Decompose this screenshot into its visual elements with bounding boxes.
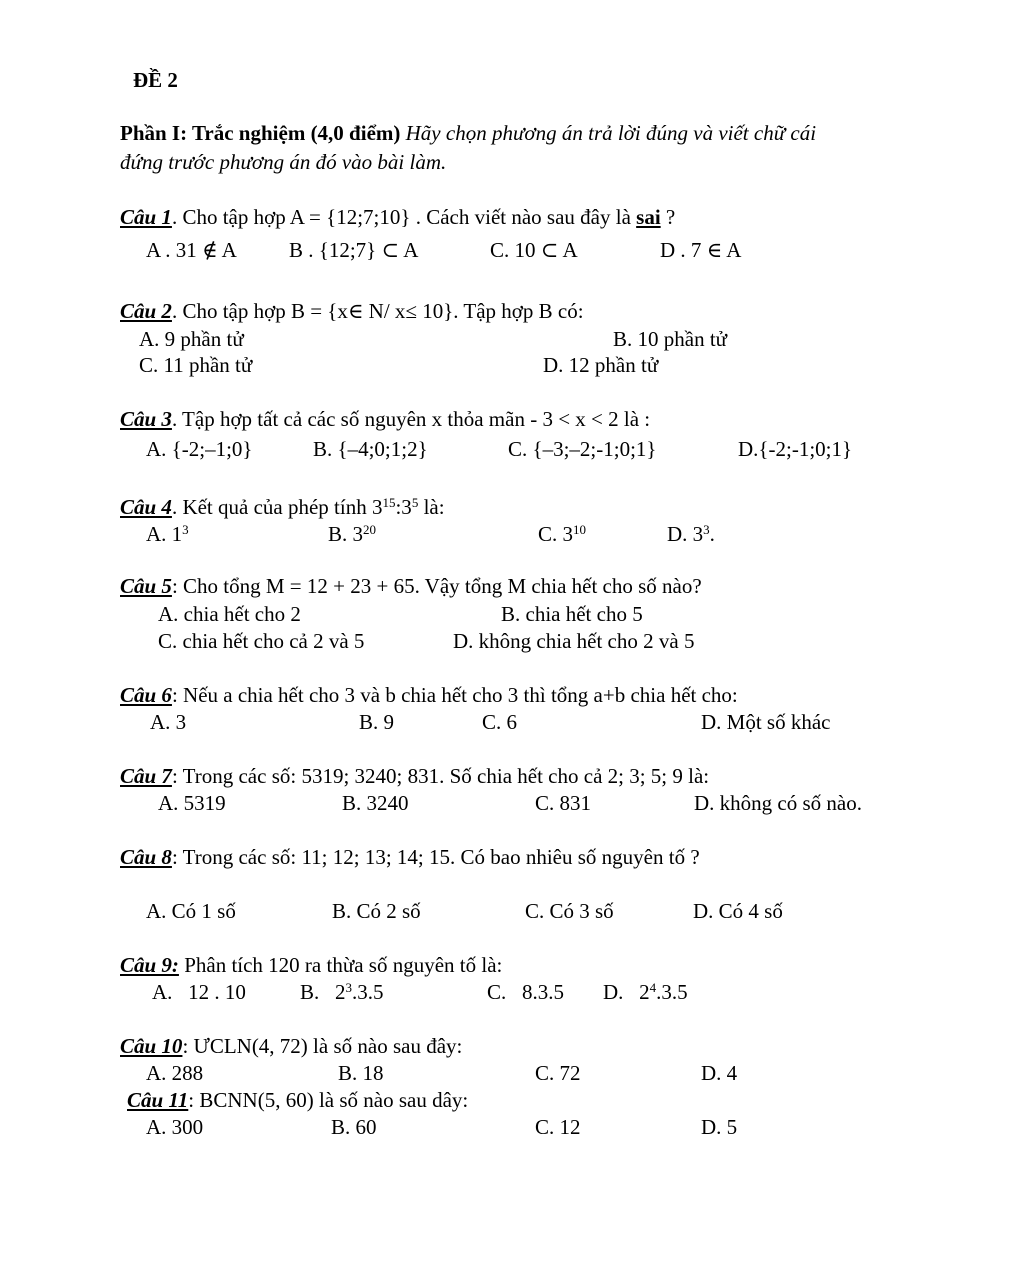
question-1-stem	[120, 205, 675, 230]
question-10-option-c[interactable]: C. 72	[535, 1061, 581, 1085]
question-4-text-end: là:	[418, 495, 445, 519]
option-base: D. 3	[667, 522, 704, 546]
question-1-emphasis: sai	[636, 205, 661, 229]
question-4-option-c[interactable]	[538, 522, 586, 547]
question-11-option-b[interactable]: B. 60	[331, 1115, 377, 1139]
question-4-label: Câu 4	[120, 495, 172, 519]
option-base: B. 2	[300, 980, 346, 1004]
question-8-option-c[interactable]: C. Có 3 số	[525, 899, 614, 923]
question-4-option-a[interactable]	[146, 522, 189, 547]
section-heading	[120, 121, 816, 146]
option-base: D. 2	[603, 980, 650, 1004]
question-5-option-d[interactable]: D. không chia hết cho 2 và 5	[453, 629, 695, 653]
question-5-text: : Cho tổng M = 12 + 23 + 65. Vậy tổng M chia hết cho số nào?	[171, 574, 702, 598]
question-7-stem	[120, 764, 709, 789]
question-9-option-b[interactable]	[300, 980, 384, 1005]
question-6-label: Câu 6	[120, 683, 172, 707]
option-base: C. 8.3.5	[487, 980, 565, 1004]
question-1-option-d[interactable]: D . 7 ∈ A	[660, 238, 742, 262]
section-label: Phần I: Trắc nghiệm (4,0 điểm)	[120, 121, 401, 145]
question-8-option-d[interactable]: D. Có 4 số	[693, 899, 783, 923]
question-5-label: Câu 5	[120, 574, 172, 598]
question-1-option-a[interactable]: A . 31 ∉ A	[146, 238, 237, 262]
question-4-exponent-2: 5	[411, 495, 419, 510]
option-base: B. 3	[328, 522, 364, 546]
question-2-option-c[interactable]: C. 11 phần tử	[139, 353, 253, 377]
question-8-stem	[120, 845, 700, 870]
question-1-option-b[interactable]: B . {12;7} ⊂ A	[289, 238, 419, 262]
question-9-option-c[interactable]	[487, 980, 564, 1005]
question-3-text: . Tập hợp tất cả các số nguyên x thỏa mãn - 3 < x < 2 là :	[171, 407, 651, 431]
option-exponent: 3	[345, 980, 353, 995]
question-3-option-a[interactable]: A. {-2;–1;0}	[146, 437, 253, 461]
question-3-option-b[interactable]: B. {–4;0;1;2}	[313, 437, 428, 461]
question-3-option-d[interactable]: D.{-2;-1;0;1}	[738, 437, 853, 461]
question-2-label: Câu 2	[120, 299, 172, 323]
option-tail: .3.5	[352, 980, 384, 1004]
question-6-option-d[interactable]: D. Một số khác	[701, 710, 831, 734]
question-10-option-a[interactable]: A. 288	[146, 1061, 204, 1085]
question-6-option-a[interactable]: A. 3	[150, 710, 187, 734]
question-1-text: . Cho tập hợp A = {12;7;10} . Cách viết nào sau đây là	[171, 205, 637, 229]
question-11-option-c[interactable]: C. 12	[535, 1115, 581, 1139]
question-10-stem	[120, 1034, 462, 1059]
question-10-option-d[interactable]: D. 4	[701, 1061, 738, 1085]
question-7-option-a[interactable]: A. 5319	[158, 791, 226, 815]
option-base: C. 3	[538, 522, 574, 546]
question-8-option-a[interactable]: A. Có 1 số	[146, 899, 236, 923]
question-2-text: . Cho tập hợp B = {x∈ N/ x≤ 10}. Tập hợp B có:	[171, 299, 584, 323]
question-5-option-c[interactable]: C. chia hết cho cả 2 và 5	[158, 629, 365, 653]
question-4-option-b[interactable]	[328, 522, 376, 547]
option-base: A. 12 . 10	[152, 980, 246, 1004]
question-7-text: : Trong các số: 5319; 3240; 831. Số chia hết cho cả 2; 3; 5; 9 là:	[171, 764, 710, 788]
question-2-stem	[120, 299, 584, 324]
question-4-text: . Kết quả của phép tính 3	[171, 495, 383, 519]
question-3-option-c[interactable]: C. {–3;–2;-1;0;1}	[508, 437, 657, 461]
question-11-text: : BCNN(5, 60) là số nào sau dây:	[188, 1088, 469, 1112]
question-9-stem	[120, 953, 502, 978]
question-11-label: Câu 11	[127, 1088, 189, 1112]
question-11-stem	[127, 1088, 468, 1113]
question-2-option-a[interactable]: A. 9 phần tử	[139, 327, 244, 351]
question-2-option-d[interactable]: D. 12 phần tử	[543, 353, 659, 377]
question-3-label: Câu 3	[120, 407, 172, 431]
question-1-option-c[interactable]: C. 10 ⊂ A	[490, 238, 578, 262]
question-7-option-b[interactable]: B. 3240	[342, 791, 409, 815]
question-9-option-d[interactable]	[603, 980, 688, 1005]
question-5-option-b[interactable]: B. chia hết cho 5	[501, 602, 643, 626]
question-6-option-b[interactable]: B. 9	[359, 710, 395, 734]
question-9-option-a[interactable]	[152, 980, 246, 1005]
question-10-option-b[interactable]: B. 18	[338, 1061, 384, 1085]
question-11-option-a[interactable]: A. 300	[146, 1115, 204, 1139]
option-base: A. 1	[146, 522, 183, 546]
question-4-text-mid: :3	[395, 495, 412, 519]
section-instruction-cont: đứng trước phương án đó vào bài làm.	[120, 150, 447, 174]
option-exponent: 3	[182, 522, 189, 537]
section-instruction: Hãy chọn phương án trả lời đúng và viết chữ cái	[400, 121, 817, 145]
question-7-option-d[interactable]: D. không có số nào.	[694, 791, 862, 815]
option-exponent: 4	[649, 980, 657, 995]
question-3-stem	[120, 407, 650, 432]
question-5-stem	[120, 574, 702, 599]
question-1-text-end: ?	[660, 205, 676, 229]
question-8-option-b[interactable]: B. Có 2 số	[332, 899, 421, 923]
option-exponent: 3	[703, 522, 710, 537]
option-tail: .3.5	[656, 980, 688, 1004]
question-8-label: Câu 8	[120, 845, 172, 869]
option-exponent: 20	[363, 522, 377, 537]
question-7-label: Câu 7	[120, 764, 172, 788]
option-tail: .	[709, 522, 715, 546]
question-7-option-c[interactable]: C. 831	[535, 791, 592, 815]
question-10-label: Câu 10	[120, 1034, 183, 1058]
option-exponent: 10	[573, 522, 587, 537]
question-6-stem	[120, 683, 738, 708]
question-4-stem	[120, 495, 445, 520]
question-9-label: Câu 9:	[120, 953, 179, 977]
question-4-option-d[interactable]	[667, 522, 715, 547]
question-2-option-b[interactable]: B. 10 phần tử	[613, 327, 728, 351]
question-5-option-a[interactable]: A. chia hết cho 2	[158, 602, 301, 626]
question-11-option-d[interactable]: D. 5	[701, 1115, 738, 1139]
question-4-exponent-1: 15	[382, 495, 396, 510]
exam-title: ĐỀ 2	[133, 68, 178, 92]
question-8-text: : Trong các số: 11; 12; 13; 14; 15. Có bao nhiêu số nguyên tố ?	[171, 845, 700, 869]
question-6-text: : Nếu a chia hết cho 3 và b chia hết cho 3 thì tổng a+b chia hết cho:	[171, 683, 738, 707]
question-9-text: Phân tích 120 ra thừa số nguyên tố là:	[178, 953, 503, 977]
question-10-text: : ƯCLN(4, 72) là số nào sau đây:	[182, 1034, 463, 1058]
question-1-label: Câu 1	[120, 205, 172, 229]
question-6-option-c[interactable]: C. 6	[482, 710, 518, 734]
